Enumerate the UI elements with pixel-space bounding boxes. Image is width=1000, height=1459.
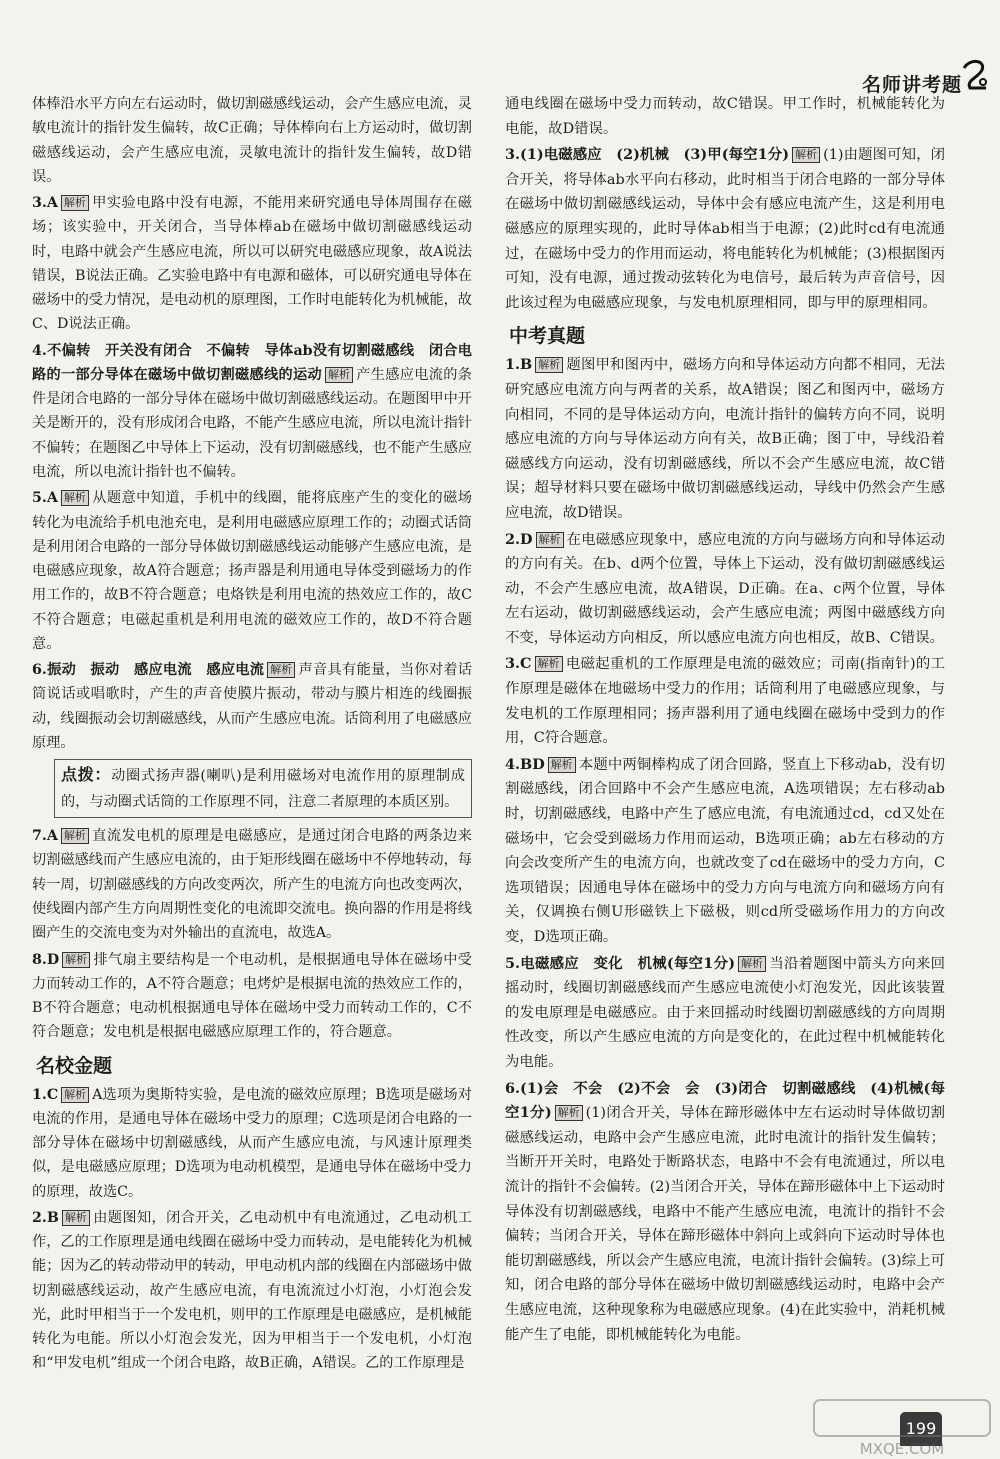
analysis-tag: 解析 <box>61 490 89 506</box>
item-text: 电磁起重机的工作原理是电流的磁效应；司南(指南针)的工作原理是磁体在地磁场中受力的作用；话筒利用了电磁感应现象，与发电机的工作原理相同；扬声器利用了通电线圈在磁场中受到力的作用，C符合题意。 <box>505 656 945 747</box>
item-text: 通电线圈在磁场中受力而转动，故C错误。甲工作时，机械能转化为电能，故D错误。 <box>505 96 945 137</box>
analysis-tag: 解析 <box>792 147 820 163</box>
item-number: 6. <box>32 662 47 679</box>
answer-item <box>505 143 945 315</box>
analysis-tag: 解析 <box>61 1087 89 1103</box>
item-text: 排气扇主要结构是一个电动机，是根据通电导体在磁场中受力而转动工作的，A不符合题意；电烤炉是根据电流的热效应工作的，B不符合题意；电动机根据通电导体在磁场中受力而转动工作的，C不符合题意；发电机是根据电磁感应原理工作的，符合题意。 <box>32 951 472 1041</box>
item-answer: BD <box>520 755 545 773</box>
item-answer: C <box>520 655 532 673</box>
answer-item <box>32 1206 472 1376</box>
item-number: 7. <box>32 828 47 845</box>
item-number: 2. <box>32 1209 47 1226</box>
item-answer: A <box>46 490 58 507</box>
item-text: 从题意中知道，手机中的线圈，能将底座产生的变化的磁场转化为电流给手机电池充电，是利用电磁感应原理工作的；动圈式话筒是利用闭合电路的一部分导体做切割磁感线运动能够产生感应电流，是电磁感应现象，故A符合题意；扬声器是利用通电导体受到磁场力的作用工作的，故B不符合题意；电烙铁是利用电流的热效应工作的，故C不符合题意；电磁起重机是利用电流的磁效应工作的，故D不符合题意。 <box>32 490 472 652</box>
item-number: 3. <box>505 146 521 164</box>
item-answer: A <box>46 828 58 845</box>
answer-item <box>505 92 945 141</box>
item-text: 本题中两铜棒构成了闭合回路，竖直上下移动ab，没有切割磁感线，闭合回路中不会产生感应电流，A选项错误；左右移动ab时，切割磁感线，电路中产生了感应电流，有电流通过cd，cd又处在磁场中，它会受到磁场力作用而运动，B选项正确；ab左右移动的方向会改变所产生的电流方向，也就改变了cd在磁场中的受力方向，C选项错误；因通电导体在磁场中的受力方向与电流方向和磁场方向有关，仅调换右侧U形磁铁上下磁极，则cd所受磁场作用力的方向改变，D选项正确。 <box>505 756 945 945</box>
item-text: 产生感应电流的条件是闭合电路的一部分导体在磁场中做切割磁感线运动。在题图甲中开关是断开的，没有形成闭合电路，不能产生感应电流，所以电流计指针不偏转；在题图乙中导体上下运动，没有切割磁感线，也不能产生感应电流，所以电流计指针也不偏转。 <box>32 366 472 480</box>
answer-item <box>32 1083 472 1204</box>
page-number: 199 <box>900 1412 942 1446</box>
answer-item <box>32 658 472 755</box>
analysis-tag: 解析 <box>536 532 564 548</box>
item-text: 由题图知，闭合开关，乙电动机中有电流通过，乙电动机工作，乙的工作原理是通电线圈在磁场中受力而转动，是电能转化为机械能；因为乙的转动带动甲的转动，甲电动机内部的线圈在内部磁场中做切割磁感线运动，故产生感应电流，有电流流过小灯泡，小灯泡会发光，此时甲相当于一个发电机，则甲的工作原理是电磁感应，是机械能转化为电能。所以小灯泡会发光，因为甲相当于一个发电机，小灯泡和“甲发电机”组成一个闭合电路，故B正确，A错误。乙的工作原理是 <box>32 1209 472 1372</box>
item-answer: B <box>520 356 533 374</box>
watermark-logo <box>812 1398 992 1458</box>
item-number: 4. <box>32 342 47 359</box>
answer-item <box>505 652 945 750</box>
item-answer: 振动 振动 感应电流 感应电流 <box>46 662 265 679</box>
watermark-text: MXQE.COM <box>859 1440 945 1458</box>
left-column <box>32 92 472 1378</box>
analysis-tag: 解析 <box>555 1105 583 1121</box>
tip-label: 点拨： <box>61 765 112 785</box>
item-number: 6. <box>505 1079 521 1097</box>
item-number: 1. <box>505 356 521 374</box>
item-number: 3. <box>505 655 521 673</box>
answer-item <box>32 948 472 1045</box>
item-text: 体棒沿水平方向左右运动时，做切割磁感线运动，会产生感应电流，灵敏电流计的指针发生偏转，故C正确；导体棒向右上方运动时，做切割磁感线运动，会产生感应电流，灵敏电流计的指针发生偏转，故D错误。 <box>32 96 472 185</box>
item-text: 甲实验电路中没有电源，不能用来研究通电导体周围存在磁场；该实验中，开关闭合，当导体棒ab在磁场中做切割磁感线运动时，电路中就会产生感应电流，所以可以研究电磁感应现象，故A说法错误，B说法正确。乙实验电路中有电源和磁体，可以研究通电导体在磁场中的受力情况，是电动机的原理图，工作时电能转化为机械能，故C、D说法正确。 <box>32 195 472 333</box>
answer-item <box>32 486 472 656</box>
item-text: 直流发电机的原理是电磁感应，是通过闭合电路的两条边来切割磁感线而产生感应电流的，由于矩形线圈在磁场中不停地转动，每转一周，切割磁感线的方向改变两次，所产生的电流方向也改变两次，使线圈内部产生方向周期性变化的电流即交流电。换向器的作用是将线圈产生的交流电变为对外输出的直流电，故选A。 <box>32 828 472 942</box>
analysis-tag: 解析 <box>267 662 295 678</box>
item-answer: B <box>46 1209 59 1226</box>
item-number: 8. <box>32 951 47 968</box>
tip-box <box>54 759 472 818</box>
item-number: 2. <box>505 530 521 548</box>
right-column <box>505 92 945 1349</box>
item-answer: D <box>46 951 60 968</box>
answer-item <box>32 92 472 189</box>
section-title-famous: 名校金题 <box>36 1054 113 1077</box>
page-header <box>0 0 1000 96</box>
section-title-zhongkao: 中考真题 <box>509 325 586 348</box>
item-number: 5. <box>505 954 521 972</box>
answer-item <box>32 824 472 945</box>
item-text: (1)闭合开关，导体在蹄形磁体中左右运动时导体做切割磁感线运动，电路中会产生感应电流，此时电流计的指针发生偏转；当断开开关时，电路处于断路状态，电路中不会有电流通过，所以电流计的指针不会偏转。(2)当闭合开关，导体在蹄形磁体中上下运动时导体没有切割磁感线，电路中不能产生感应电流，电流计的指针不会偏转；当闭合开关，导体在蹄形磁体中斜向上或斜向下运动时导体也能切割磁感线，所以会产生感应电流，电流计指针会偏转。(3)综上可知，闭合电路的部分导体在磁场中做切割磁感线运动时，电路中会产生感应电流，这种现象称为电磁感应现象。(4)在此实验中，消耗机械能产生了电能，即机械能转化为电能。 <box>505 1105 946 1343</box>
item-number: 5. <box>32 490 47 507</box>
item-text: 当沿着题图中箭头方向来回摇动时，线圈切割磁感线而产生感应电流使小灯泡发光，因此该装置的发电原理是电磁感应。由于来回摇动时线圈切割磁感线的方向周期性改变，所以产生感应电流的方向是变化的，在此过程中机械能转化为电能。 <box>505 955 945 1070</box>
item-number: 3. <box>32 195 47 212</box>
item-text: 声音具有能量，当你对着话筒说话或唱歌时，产生的声音使膜片振动，带动与膜片相连的线圈振动，线圈振动会切割磁感线，从而产生感应电流。话筒利用了电磁感应原理。 <box>32 662 472 751</box>
analysis-tag: 解析 <box>61 195 89 211</box>
analysis-tag: 解析 <box>535 357 563 373</box>
item-answer: D <box>520 530 533 548</box>
analysis-tag: 解析 <box>62 952 90 968</box>
analysis-tag: 解析 <box>62 1210 90 1226</box>
item-answer: A <box>46 195 58 212</box>
answer-item <box>505 753 945 950</box>
item-answer: 电磁感应 变化 机械(每空1分) <box>520 954 736 972</box>
item-text: 题图甲和图丙中，磁场方向和导体运动方向都不相同，无法研究感应电流方向与两者的关系，故A错误；图乙和图丙中，磁场方向相同，不同的是导体运动方向，电流计指针的偏转方向不同，说明感应电流的方向与导体运动方向有关，故B正确；图丁中，导线沿着磁感线方向运动，没有切割磁感线，所以不会产生感应电流，故C错误；超导材料只要在磁场中做切割磁感线运动，导线中仍然会产生感应电流，故D错误。 <box>505 357 945 521</box>
answer-item <box>505 353 945 525</box>
item-text: (1)由题图可知，闭合开关，将导体ab水平向右移动，此时相当于闭合电路的一部分导体在磁场中做切割磁感线运动，导体中会有感应电流产生，这是利用电磁感应的原理实现的，此时导体ab相当于电源；(2)此时cd有电流通过，在磁场中受力的作用而运动，将电能转化为机械能；(3)根据图丙可知，没有电源，通过拨动弦转化为电信号，最后转为声音信号，因此该过程为电磁感应现象，与发电机原理相同，即与甲的原理相同。 <box>505 147 945 311</box>
item-text: A选项为奥斯特实验，是电流的磁效应原理；B选项是磁场对电流的作用，是通电导体在磁场中受力的原理；C选项是闭合电路的一部分导体在磁场中切割磁感线，从而产生感应电流，与风速计原理类似，是电磁感应原理；D选项为电动机模型，是通电导体在磁场中受力的原理，故选C。 <box>32 1086 472 1200</box>
item-answer: 不偏转 开关没有闭合 不偏转 导体ab没有切割磁感线 闭合电路的一部分导体在磁场中做切割磁感线的运动 <box>32 342 472 383</box>
item-text: 在电磁感应现象中，感应电流的方向与磁场方向和导体运动的方向有关。在b、d两个位置，导体上下运动，没有做切割磁感线运动，不会产生感应电流，故A错误，D正确。在a、c两个位置，导体左右运动，做切割磁感线运动，会产生感应电流；两图中磁感线方向不变，导体运动方向相反，所以感应电流方向也相反，故B、C错误。 <box>505 531 945 646</box>
item-answer: C <box>46 1086 59 1103</box>
analysis-tag: 解析 <box>325 367 353 383</box>
item-answer: (1)会 不会 (2)不会 会 (3)闭合 切割磁感线 (4)机械(每空1分) <box>505 1079 945 1122</box>
answer-item <box>32 191 472 337</box>
tip-text: 动圈式扬声器(喇叭)是利用磁场对电流作用的原理制成的，与动圈式话筒的工作原理不同，注意二者原理的本质区别。 <box>61 768 465 811</box>
answer-item <box>505 952 945 1075</box>
analysis-tag: 解析 <box>61 828 89 844</box>
item-answer: (1)电磁感应 (2)机械 (3)甲(每空1分) <box>520 146 790 164</box>
item-number: 1. <box>32 1086 47 1103</box>
analysis-tag: 解析 <box>535 656 563 672</box>
answer-item <box>505 528 945 651</box>
brand-logo-icon <box>960 58 990 92</box>
item-number: 4. <box>505 755 521 773</box>
answer-item <box>32 339 472 485</box>
brand-title: 名师讲考题 <box>861 74 962 96</box>
analysis-tag: 解析 <box>548 757 576 773</box>
analysis-tag: 解析 <box>738 956 766 972</box>
answer-item <box>505 1077 945 1348</box>
